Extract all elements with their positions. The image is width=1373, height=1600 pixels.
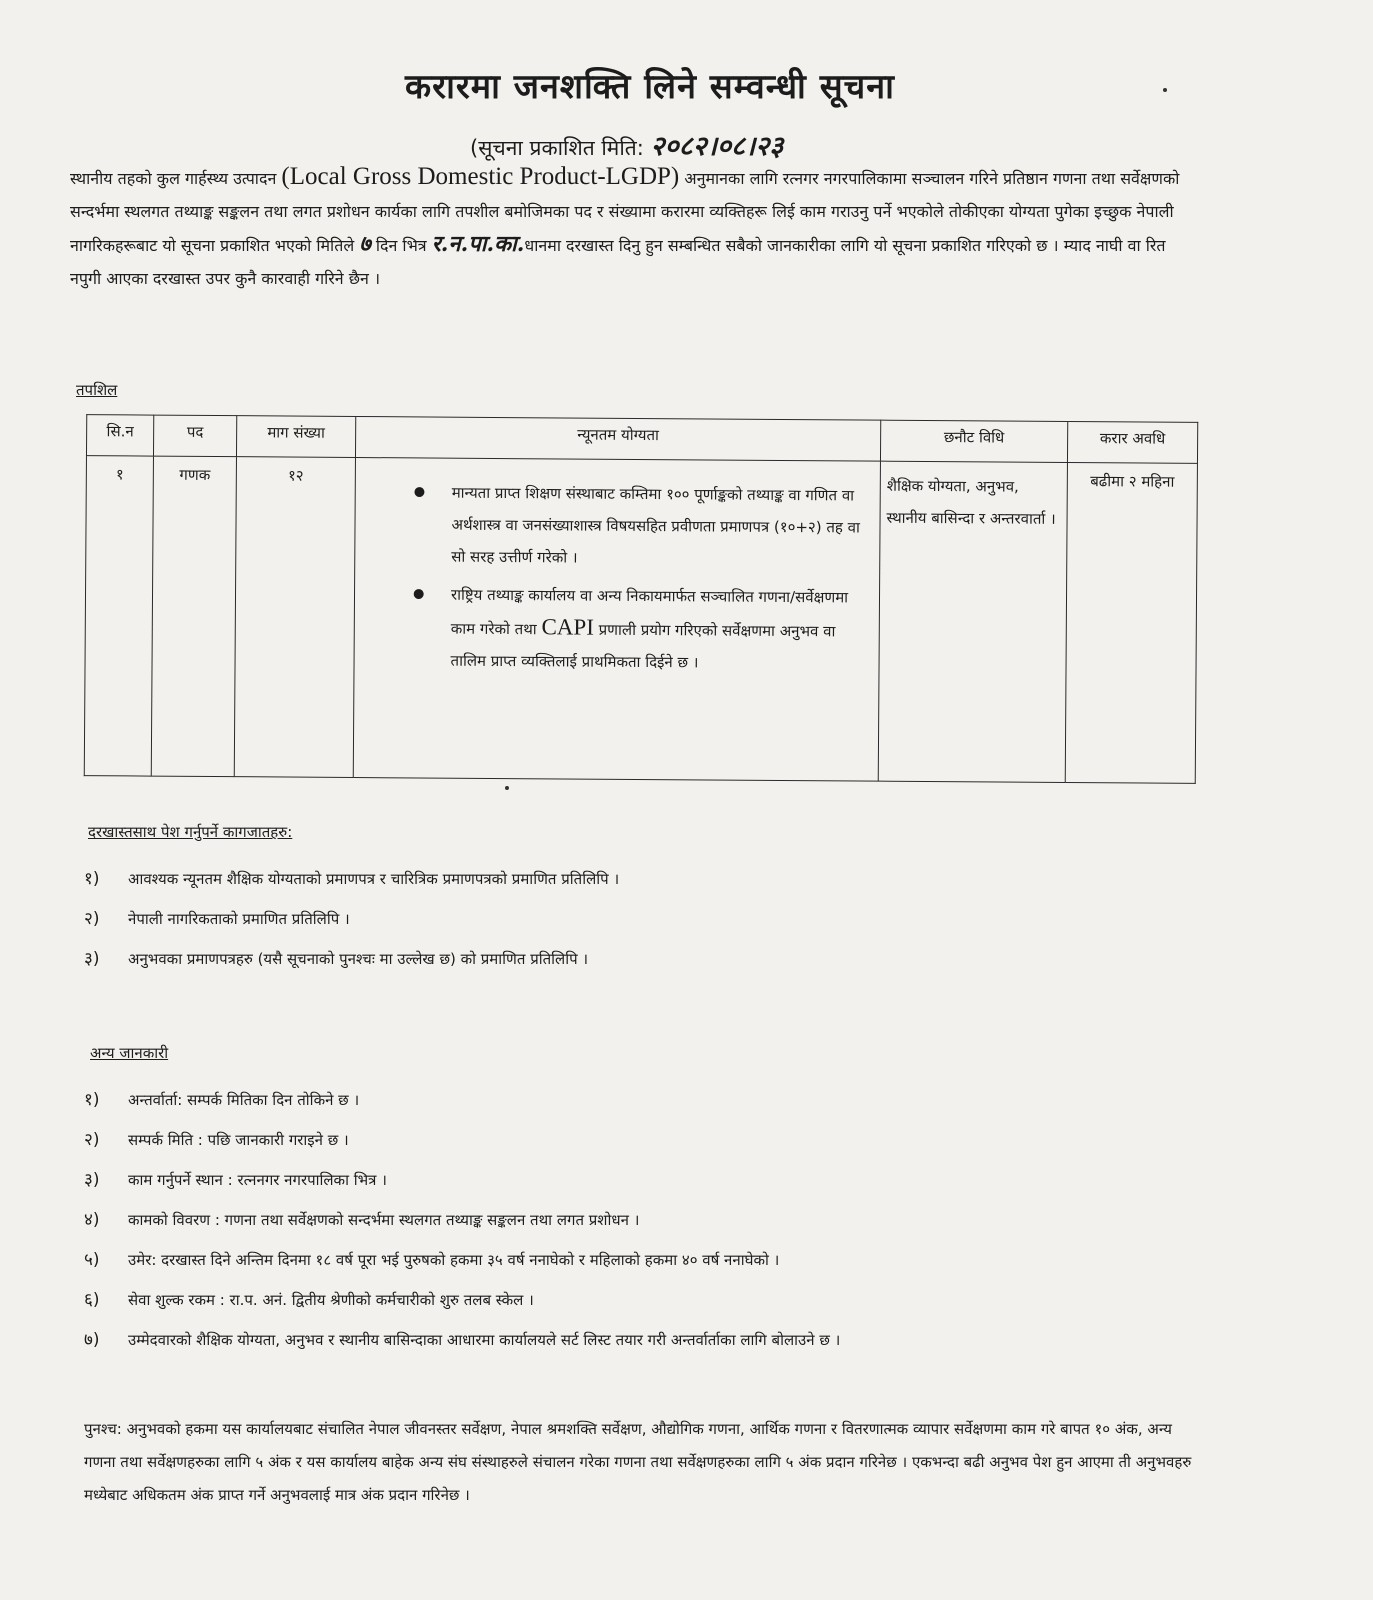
intro-text-2: अनुमानका लागि रत्नगर नगरपालिकामा सञ्चालन गरिने प्रतिष्ठान गणना तथा सर्वेक्षणको सन्दर्भमा स्थलगत तथ्याङ्क सङ्कलन तथा लगत प्रशोधन कार्यका लागि तपशील बमोजिमका पद र संख्यामा करारमा व्यक्तिहरू लिई काम गराउनु पर्ने भएकोले तोकीएका योग्यता पुगेका इच्छुक नेपाली नागरिकहरूबाट यो सूचना प्रकाशित भएको मितिले: [70, 169, 1180, 255]
item-text: आवश्यक न्यूनतम शैक्षिक योग्यताको प्रमाणपत्र र चारित्रिक प्रमाणपत्रको प्रमाणित प्रतिलिपि ।: [128, 870, 620, 888]
vacancy-table: [84, 414, 1199, 784]
item-number: २): [84, 1130, 100, 1150]
col-count: माग संख्या: [236, 416, 355, 458]
postscript-paragraph: पुनश्च: अनुभवको हकमा यस कार्यालयबाट संचालित नेपाल जीवनस्तर सर्वेक्षण, नेपाल श्रमशक्ति सर्वेक्षण, औद्योगिक गणना, आर्थिक गणना र वितरणात्मक व्यापार सर्वेक्षणमा काम गरे बापत १० अंक, अन्य गणना तथा सर्वेक्षणहरुका लागि ५ अंक र यस कार्यालय बाहेक अन्य संघ संस्थाहरुले संचालन गरेका गणना तथा सर्वेक्षणहरुका लागि ५ अंक प्रदान गरिनेछ । एकभन्दा बढी अनुभव पेश हुन आएमा ती अनुभवहरु मध्येबाट अधिकतम अंक प्राप्त गर्ने अनुभवलाई मात्र अंक प्रदान गरिनेछ ।: [84, 1420, 1192, 1504]
table-row: [84, 456, 1197, 784]
cell-post: गणक: [151, 456, 236, 777]
deadline-days: ७: [359, 231, 371, 257]
office-abbrev: र.न.पा.का.: [431, 231, 525, 257]
list-item: [84, 906, 619, 929]
list-item: [84, 1167, 840, 1190]
item-text: काम गर्नुपर्ने स्थान : रत्ननगर नगरपालिका भित्र ।: [128, 1171, 387, 1189]
col-post: पद: [153, 415, 236, 457]
cell-qualification: [353, 458, 880, 782]
col-duration: करार अवधि: [1067, 421, 1197, 463]
item-text: अन्तर्वार्ता: सम्पर्क मितिका दिन तोकिने छ ।: [128, 1091, 360, 1109]
cell-duration: बढीमा २ महिना: [1065, 462, 1197, 783]
speck-mark: [505, 786, 509, 790]
item-number: ५): [84, 1250, 100, 1270]
list-item: [84, 1207, 840, 1230]
item-number: २): [84, 909, 100, 929]
list-item: [84, 866, 619, 889]
capi-term: CAPI: [541, 614, 594, 640]
schedule-heading: तपशिल: [76, 381, 118, 399]
item-text: अनुभवका प्रमाणपत्रहरु (यसै सूचनाको पुनश्चः मा उल्लेख छ) को प्रमाणित प्रतिलिपि ।: [128, 950, 589, 968]
other-info-list: [84, 1087, 840, 1367]
col-sn: सि.न: [86, 415, 153, 456]
speck-mark: [1163, 88, 1167, 92]
other-info-heading: अन्य जानकारी: [90, 1044, 169, 1062]
list-item: [84, 1287, 840, 1310]
publication-date: २०८२।०८।२३: [650, 131, 784, 162]
publication-date-label: (सूचना प्रकाशित मिति:: [470, 136, 644, 160]
documents-list: [84, 866, 619, 986]
item-text: सेवा शुल्क रकम : रा.प. अनं. द्वितीय श्रेणीको कर्मचारीको शुरु तलब स्केल ।: [128, 1291, 534, 1309]
list-item: [84, 1087, 840, 1110]
intro-text-1: स्थानीय तहको कुल गार्हस्थ्य उत्पादन: [70, 169, 277, 188]
item-text: उमेर: दरखास्त दिने अन्तिम दिनमा १८ वर्ष पूरा भई पुरुषको हकमा ३५ वर्ष ननाघेको र महिलाको हकमा ४० वर्ष ननाघेको ।: [128, 1251, 780, 1269]
item-number: १): [84, 869, 100, 889]
item-text: नेपाली नागरिकताको प्रमाणित प्रतिलिपि ।: [128, 910, 350, 928]
item-number: १): [84, 1090, 100, 1110]
item-number: ६): [84, 1290, 100, 1310]
item-text: उम्मेदवारको शैक्षिक योग्यता, अनुभव र स्थानीय बासिन्दाका आधारमा कार्यालयले सर्ट लिस्ट तयार गरी अन्तर्वार्ताका लागि बोलाउने छ ।: [128, 1331, 841, 1349]
list-item: [84, 1327, 840, 1350]
cell-selection: शैक्षिक योग्यता, अनुभव, स्थानीय बासिन्दा र अन्तरवार्ता ।: [878, 461, 1067, 782]
col-selection: छनौट विधि: [880, 420, 1067, 462]
list-item: [84, 1247, 840, 1270]
documents-heading: दरखास्तसाथ पेश गर्नुपर्ने कागजातहरु:: [88, 823, 293, 841]
list-item: [84, 1127, 840, 1150]
item-number: ७): [84, 1330, 100, 1350]
qualification-text-2b: प्रणाली प्रयोग गरिएको सर्वेक्षणमा अनुभव वा तालिम प्राप्त व्यक्तिलाई प्राथमिकता दिईने छ ।: [450, 620, 836, 672]
publication-date-line: [470, 126, 783, 163]
item-number: ३): [84, 1170, 100, 1190]
item-number: ४): [84, 1210, 100, 1230]
intro-text-3: दिन भित्र: [375, 236, 427, 255]
intro-text-4: धानमा दरखास्त दिनु हुन सम्बन्धित सबैको जानकारीका लागि यो सूचना प्रकाशित गरिएको छ । म्याद नाघी वा रित नपुगी आएका दरखास्त उपर कुनै कारवाही गरिने छैन ।: [70, 236, 1166, 288]
item-text: कामको विवरण : गणना तथा सर्वेक्षणको सन्दर्भमा स्थलगत तथ्याङ्क सङ्कलन तथा लगत प्रशोधन ।: [128, 1211, 640, 1229]
col-qualification: न्यूनतम योग्यता: [355, 417, 880, 462]
qualification-item-1: ● मान्यता प्राप्त शिक्षण संस्थाबाट कम्तिमा १०० पूर्णाङ्कको तथ्याङ्क वा गणित वा अर्थशास्त्र वा जनसंख्याशास्त्र विषयसहित प्रवीणता प्रमाणपत्र (१०+२) तह वा सो सरह उत्तीर्ण गरेको ।: [451, 477, 874, 576]
intro-paragraph: [70, 160, 1200, 295]
qualification-text-2a: राष्ट्रिय तथ्याङ्क कार्यालय वा अन्य निकायमार्फत सञ्चालित गणना/सर्वेक्षणमा काम गरेको तथा: [450, 585, 849, 639]
cell-sn: १: [84, 456, 153, 776]
cell-count: १२: [234, 457, 355, 778]
qualification-item-2: [450, 579, 873, 680]
item-number: ३): [84, 949, 100, 969]
item-text: सम्पर्क मिति : पछि जानकारी गराइने छ ।: [128, 1131, 349, 1149]
intro-english-term: (Local Gross Domestic Product-LGDP): [281, 163, 680, 190]
list-item: [84, 946, 619, 969]
qualification-list: [360, 476, 873, 680]
notice-title: करारमा जनशक्ति लिने सम्वन्धी सूचना: [405, 67, 895, 107]
